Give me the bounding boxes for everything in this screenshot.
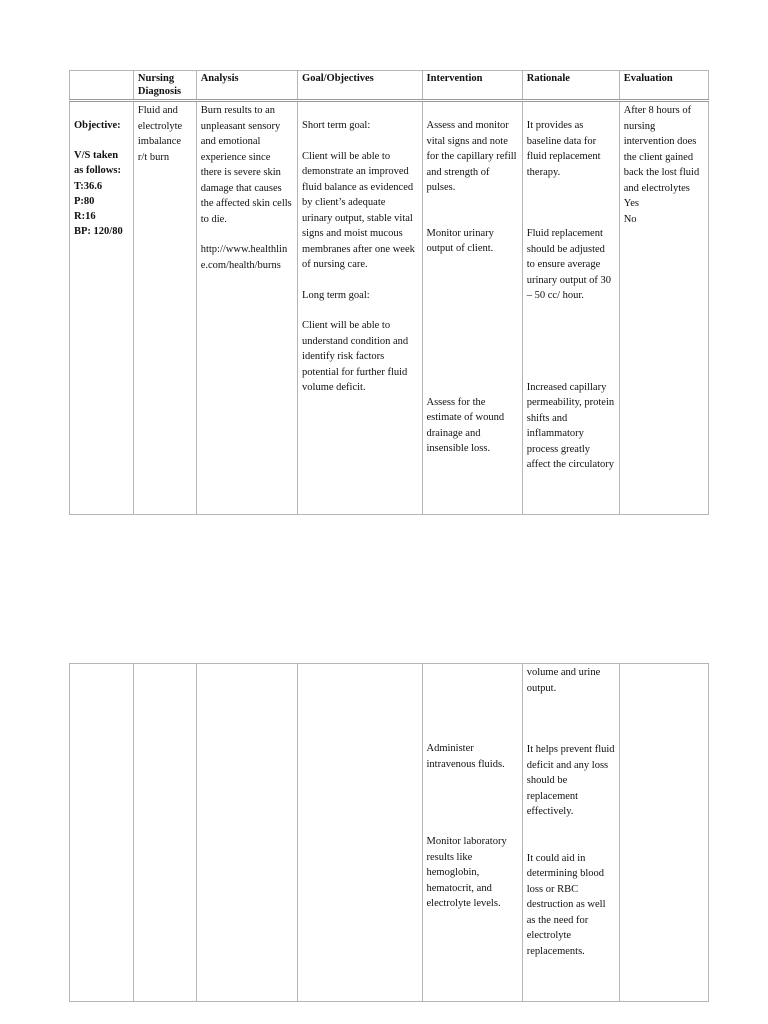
analysis-source: http://www.healthline.com/health/burns [200, 244, 288, 271]
table-header-row [70, 71, 709, 101]
pulse-value: P:80 [74, 195, 95, 207]
long-term-goal-label: Long term goal: [302, 289, 370, 301]
intervention-4: Administer intravenous fluids. [426, 743, 505, 770]
vs-taken-label: V/S taken as follows: [74, 150, 121, 177]
table-row [70, 101, 709, 515]
rationale-3-part-2: volume and urine output. [526, 667, 601, 694]
continued-cell-3 [196, 664, 297, 1002]
header-rationale: Rationale [522, 71, 619, 101]
evaluation-cell [619, 101, 708, 515]
rationale-1: It provides as baseline data for fluid replacement therapy. [526, 120, 601, 178]
analysis-cell [196, 101, 297, 515]
rationale-3-part-1: Increased capillary permeability, protein shifts and inflammatory process greatly affect the circulatory [526, 381, 615, 470]
rationales-cell [522, 101, 619, 515]
evaluation-no: No [623, 213, 637, 225]
header-analysis: Analysis [196, 71, 297, 101]
continued-cell-7 [619, 664, 708, 1002]
goals-cell [298, 101, 422, 515]
temperature-value: T:36.6 [74, 180, 103, 192]
rationale-2: Fluid replacement should be adjusted to ensure average urinary output of 30 – 50 cc/ hour. [526, 228, 612, 301]
diagnosis-text: Fluid and electrolyte imbalance r/t burn [137, 105, 183, 163]
intervention-3: Assess for the estimate of wound drainage and insensible loss. [426, 396, 505, 454]
analysis-text: Burn results to an unpleasant sensory and emotional experience since there is severe skin damage that causes the affected skin cells to die. [200, 105, 292, 225]
header-intervention: Intervention [422, 71, 522, 101]
header-goal-objectives: Goal/Objectives [298, 71, 422, 101]
evaluation-text: After 8 hours of nursing intervention does the client gained back the lost fluid and electrolytes [623, 105, 700, 194]
short-term-goal-text: Client will be able to demonstrate an improved fluid balance as evidenced by client’s adequate urinary output, stable vital signs and moist mucous membranes after one week of nursing care. [302, 150, 415, 270]
long-term-goal-text: Client will be able to understand condition and identify risk factors potential for further fluid volume deficit. [302, 320, 409, 393]
header-blank [70, 71, 134, 101]
diagnosis-cell [133, 101, 196, 515]
care-plan-table-page-2 [69, 663, 709, 1002]
table-row [70, 664, 709, 1002]
objective-label: Objective: [74, 120, 121, 131]
intervention-1: Assess and monitor vital signs and note for the capillary refill and strength of pulses. [426, 120, 517, 193]
blood-pressure-value: BP: 120/80 [74, 226, 123, 238]
objective-cell [70, 101, 134, 515]
evaluation-yes: Yes [623, 198, 639, 209]
header-evaluation: Evaluation [619, 71, 708, 101]
header-nursing-diagnosis: Nursing Diagnosis [133, 71, 196, 101]
rationale-4: It helps prevent fluid deficit and any loss should be replacement effectively. [526, 744, 615, 817]
intervention-5: Monitor laboratory results like hemoglobin, hematocrit, and electrolyte levels. [426, 836, 507, 909]
intervention-2: Monitor urinary output of client. [426, 227, 494, 254]
continued-cell-4 [298, 664, 422, 1002]
continued-cell-1 [70, 664, 134, 1002]
interventions-cell [422, 101, 522, 515]
short-term-goal-label: Short term goal: [302, 120, 371, 131]
rationale-5: It could aid in determining blood loss or RBC destruction as well as the need for electrolyte replacements. [526, 852, 606, 957]
continued-rationales-cell [522, 664, 619, 1002]
respiration-value: R:16 [74, 211, 96, 223]
care-plan-table-page-1 [69, 70, 709, 515]
continued-cell-2 [133, 664, 196, 1002]
continued-interventions-cell [422, 664, 522, 1002]
